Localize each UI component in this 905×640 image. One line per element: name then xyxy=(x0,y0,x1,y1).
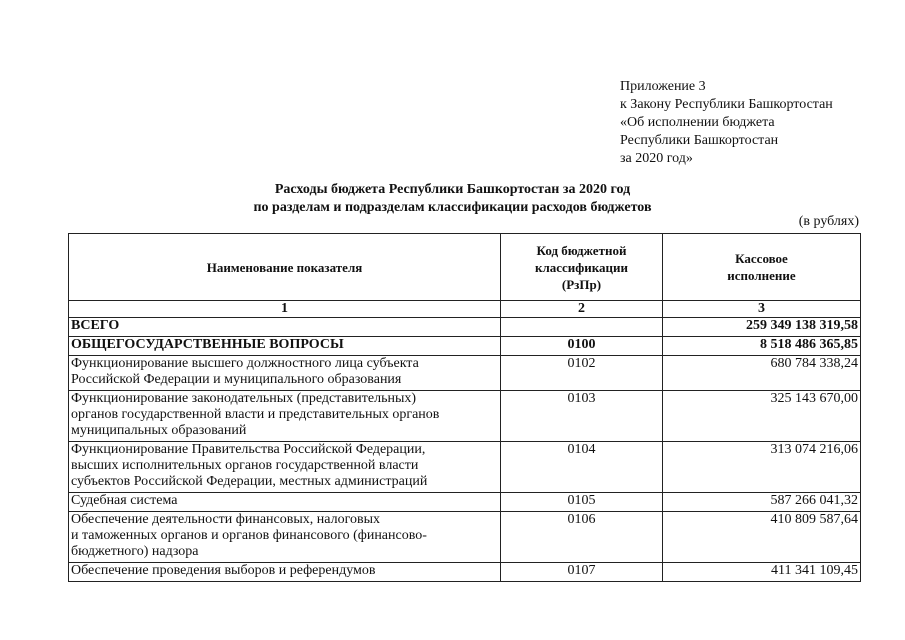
row-name-line: органов государственной власти и представительных органов xyxy=(71,407,440,422)
appendix-line: Приложение 3 xyxy=(620,79,706,94)
row-code: 0106 xyxy=(501,512,663,563)
row-name-line: и таможенных органов и органов финансового (финансово- xyxy=(71,528,427,543)
header-code-line: (РзПр) xyxy=(561,276,602,292)
row-name: ВСЕГО xyxy=(69,318,501,337)
unit-note: (в рублях) xyxy=(798,214,859,229)
title-line-1: Расходы бюджета Республики Башкортостан за 2020 год xyxy=(274,182,631,197)
row-amount: 587 266 041,32 xyxy=(663,493,861,512)
column-number: 1 xyxy=(69,301,501,318)
header-name: Наименование показателя xyxy=(69,234,501,301)
row-amount: 325 143 670,00 xyxy=(663,391,861,442)
appendix-note xyxy=(620,78,833,168)
row-name-line: Функционирование законодательных (представительных) xyxy=(71,391,417,406)
header-code-line: Код бюджетной xyxy=(536,242,627,258)
row-name-line: бюджетного) надзора xyxy=(71,544,199,559)
table-row xyxy=(69,512,861,563)
row-name-line: Российской Федерации и муниципального образования xyxy=(71,372,402,387)
row-amount: 8 518 486 365,85 xyxy=(663,337,861,356)
row-code xyxy=(501,318,663,337)
title-line-2: по разделам и подразделам классификации расходов бюджетов xyxy=(253,200,652,215)
row-code: 0105 xyxy=(501,493,663,512)
row-name xyxy=(69,391,501,442)
appendix-line: к Закону Республики Башкортостан xyxy=(620,97,833,112)
table-row xyxy=(69,391,861,442)
row-code: 0102 xyxy=(501,356,663,391)
appendix-line: Республики Башкортостан xyxy=(620,133,779,148)
row-name-line: Обеспечение деятельности финансовых, налоговых xyxy=(71,512,380,527)
row-name xyxy=(69,442,501,493)
table-row xyxy=(69,493,861,512)
row-name-line: Функционирование высшего должностного лица субъекта xyxy=(71,356,419,371)
row-code: 0100 xyxy=(501,337,663,356)
table-header-row xyxy=(69,234,861,301)
row-name-line: субъектов Российской Федерации, местных администраций xyxy=(71,474,428,489)
column-number: 2 xyxy=(501,301,663,318)
document-title xyxy=(0,181,905,217)
row-amount: 680 784 338,24 xyxy=(663,356,861,391)
row-amount: 410 809 587,64 xyxy=(663,512,861,563)
header-code xyxy=(501,234,663,301)
row-name xyxy=(69,356,501,391)
table-row xyxy=(69,356,861,391)
table-row xyxy=(69,442,861,493)
expenditure-table xyxy=(68,233,861,582)
column-number: 3 xyxy=(663,301,861,318)
row-code: 0104 xyxy=(501,442,663,493)
row-name: Судебная система xyxy=(69,493,501,512)
row-name-line: Функционирование Правительства Российской Федерации, xyxy=(71,442,426,457)
row-code: 0107 xyxy=(501,563,663,582)
header-code-line: классификации xyxy=(534,259,629,275)
table-row-section xyxy=(69,337,861,356)
row-code: 0103 xyxy=(501,391,663,442)
row-name-line: муниципальных образований xyxy=(71,423,247,438)
appendix-line: за 2020 год» xyxy=(620,151,693,166)
row-name xyxy=(69,512,501,563)
row-name-line: высших исполнительных органов государственной власти xyxy=(71,458,419,473)
header-amount-line: Кассовое xyxy=(735,251,788,266)
row-name: Обеспечение проведения выборов и референдумов xyxy=(69,563,501,582)
row-amount: 313 074 216,06 xyxy=(663,442,861,493)
table-row xyxy=(69,563,861,582)
row-amount: 259 349 138 319,58 xyxy=(663,318,861,337)
column-number-row xyxy=(69,301,861,318)
header-amount xyxy=(663,234,861,301)
header-amount-line: исполнение xyxy=(727,268,796,283)
appendix-line: «Об исполнении бюджета xyxy=(620,115,775,130)
row-name: ОБЩЕГОСУДАРСТВЕННЫЕ ВОПРОСЫ xyxy=(69,337,501,356)
table-row-total xyxy=(69,318,861,337)
row-amount: 411 341 109,45 xyxy=(663,563,861,582)
